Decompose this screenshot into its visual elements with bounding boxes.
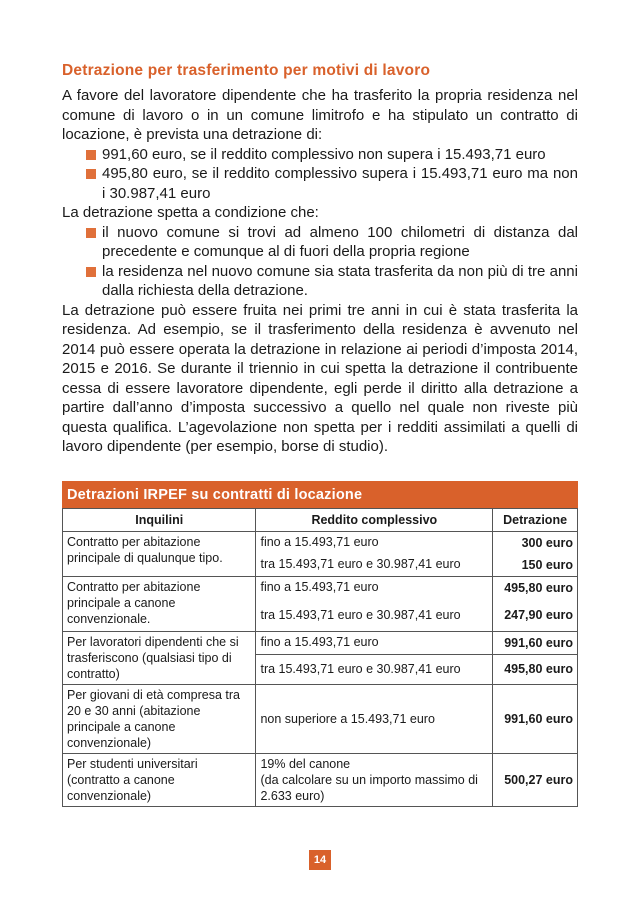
deduction-cell: 300 euro — [493, 531, 578, 554]
deduction-cell: 991,60 euro — [493, 684, 578, 753]
tenant-cell: Per studenti universitari (contratto a canone convenzionale) — [63, 753, 256, 806]
section-title: Detrazione per trasferimento per motivi di lavoro — [62, 62, 431, 79]
condition-intro: La detrazione spetta a condizione che: — [62, 204, 319, 221]
deduction-amounts-list — [62, 145, 578, 204]
table-row — [63, 753, 578, 806]
square-bullet-icon — [86, 169, 96, 179]
income-cell: fino a 15.493,71 euro — [256, 576, 493, 599]
table-row — [63, 684, 578, 753]
list-item-text: il nuovo comune si trovi ad almeno 100 chilometri di distanza dal precedente e comunque al di fuori della propria regione — [102, 223, 578, 260]
list-item-text: la residenza nel nuovo comune sia stata trasferita da non più di tre anni dalla richiesta della detrazione. — [102, 262, 578, 299]
list-item — [86, 145, 578, 165]
list-item-text: 495,80 euro, se il reddito complessivo supera i 15.493,71 euro ma non i 30.987,41 euro — [102, 165, 578, 202]
income-cell: non superiore a 15.493,71 euro — [256, 684, 493, 753]
list-item — [86, 164, 578, 203]
income-cell: tra 15.493,71 euro e 30.987,41 euro — [256, 554, 493, 577]
deduction-cell: 495,80 euro — [493, 654, 578, 684]
square-bullet-icon — [86, 267, 96, 277]
conditions-list — [62, 223, 578, 301]
tenant-cell: Per giovani di età compresa tra 20 e 30 anni (abitazione principale a canone convenzionale) — [63, 684, 256, 753]
table-row — [63, 576, 578, 599]
list-item-text: 991,60 euro, se il reddito complessivo non supera i 15.493,71 euro — [102, 145, 546, 163]
tenant-cell: Per lavoratori dipendenti che si trasferiscono (qualsiasi tipo di contratto) — [63, 631, 256, 684]
tenant-cell: Contratto per abitazione principale a canone convenzionale. — [63, 576, 256, 631]
table-row — [63, 531, 578, 554]
deduction-cell: 247,90 euro — [493, 599, 578, 632]
deduction-cell: 500,27 euro — [493, 753, 578, 806]
header-deduction: Detrazione — [493, 508, 578, 531]
deduction-cell: 991,60 euro — [493, 631, 578, 654]
income-cell: fino a 15.493,71 euro — [256, 631, 493, 654]
income-cell: 19% del canone (da calcolare su un importo massimo di 2.633 euro) — [256, 753, 493, 806]
header-tenants: Inquilini — [63, 508, 256, 531]
intro-paragraph: A favore del lavoratore dipendente che ha trasferito la propria residenza nel comune di lavoro o in un comune limitrofo e ha stipulato un contratto di locazione, è prevista una detrazione di: — [62, 87, 578, 143]
list-item — [86, 262, 578, 301]
income-cell: fino a 15.493,71 euro — [256, 531, 493, 554]
list-item — [86, 223, 578, 262]
deductions-table — [62, 481, 578, 807]
income-cell: tra 15.493,71 euro e 30.987,41 euro — [256, 599, 493, 632]
deduction-cell: 495,80 euro — [493, 576, 578, 599]
page-number: 14 — [309, 850, 331, 870]
deduction-cell: 150 euro — [493, 554, 578, 577]
square-bullet-icon — [86, 228, 96, 238]
page-content — [62, 62, 578, 807]
table-row — [63, 631, 578, 654]
table-grid — [62, 508, 578, 807]
closing-paragraph: La detrazione può essere fruita nei primi tre anni in cui è stata trasferita la residenza. Ad esempio, se il trasferimento della residenza è avvenuto nel 2014 può essere operata la detrazione in relazione ai periodi d’imposta 2014, 2015 e 2016. Se durante il triennio in cui spetta la detrazione il contribuente cessa di essere lavoratore dipendente, egli perde il diritto alla detrazione a partire dall’anno d’imposta successivo a quello nel quale non riveste più questa qualifica. L’agevolazione non spetta per i redditi assimilati a quelli di lavoro dipendente (per esempio, borse di studio). — [62, 301, 578, 455]
table-title: Detrazioni IRPEF su contratti di locazione — [62, 481, 578, 508]
square-bullet-icon — [86, 150, 96, 160]
income-cell: tra 15.493,71 euro e 30.987,41 euro — [256, 654, 493, 684]
table-header-row — [63, 508, 578, 531]
header-income: Reddito complessivo — [256, 508, 493, 531]
tenant-cell: Contratto per abitazione principale di qualunque tipo. — [63, 531, 256, 576]
